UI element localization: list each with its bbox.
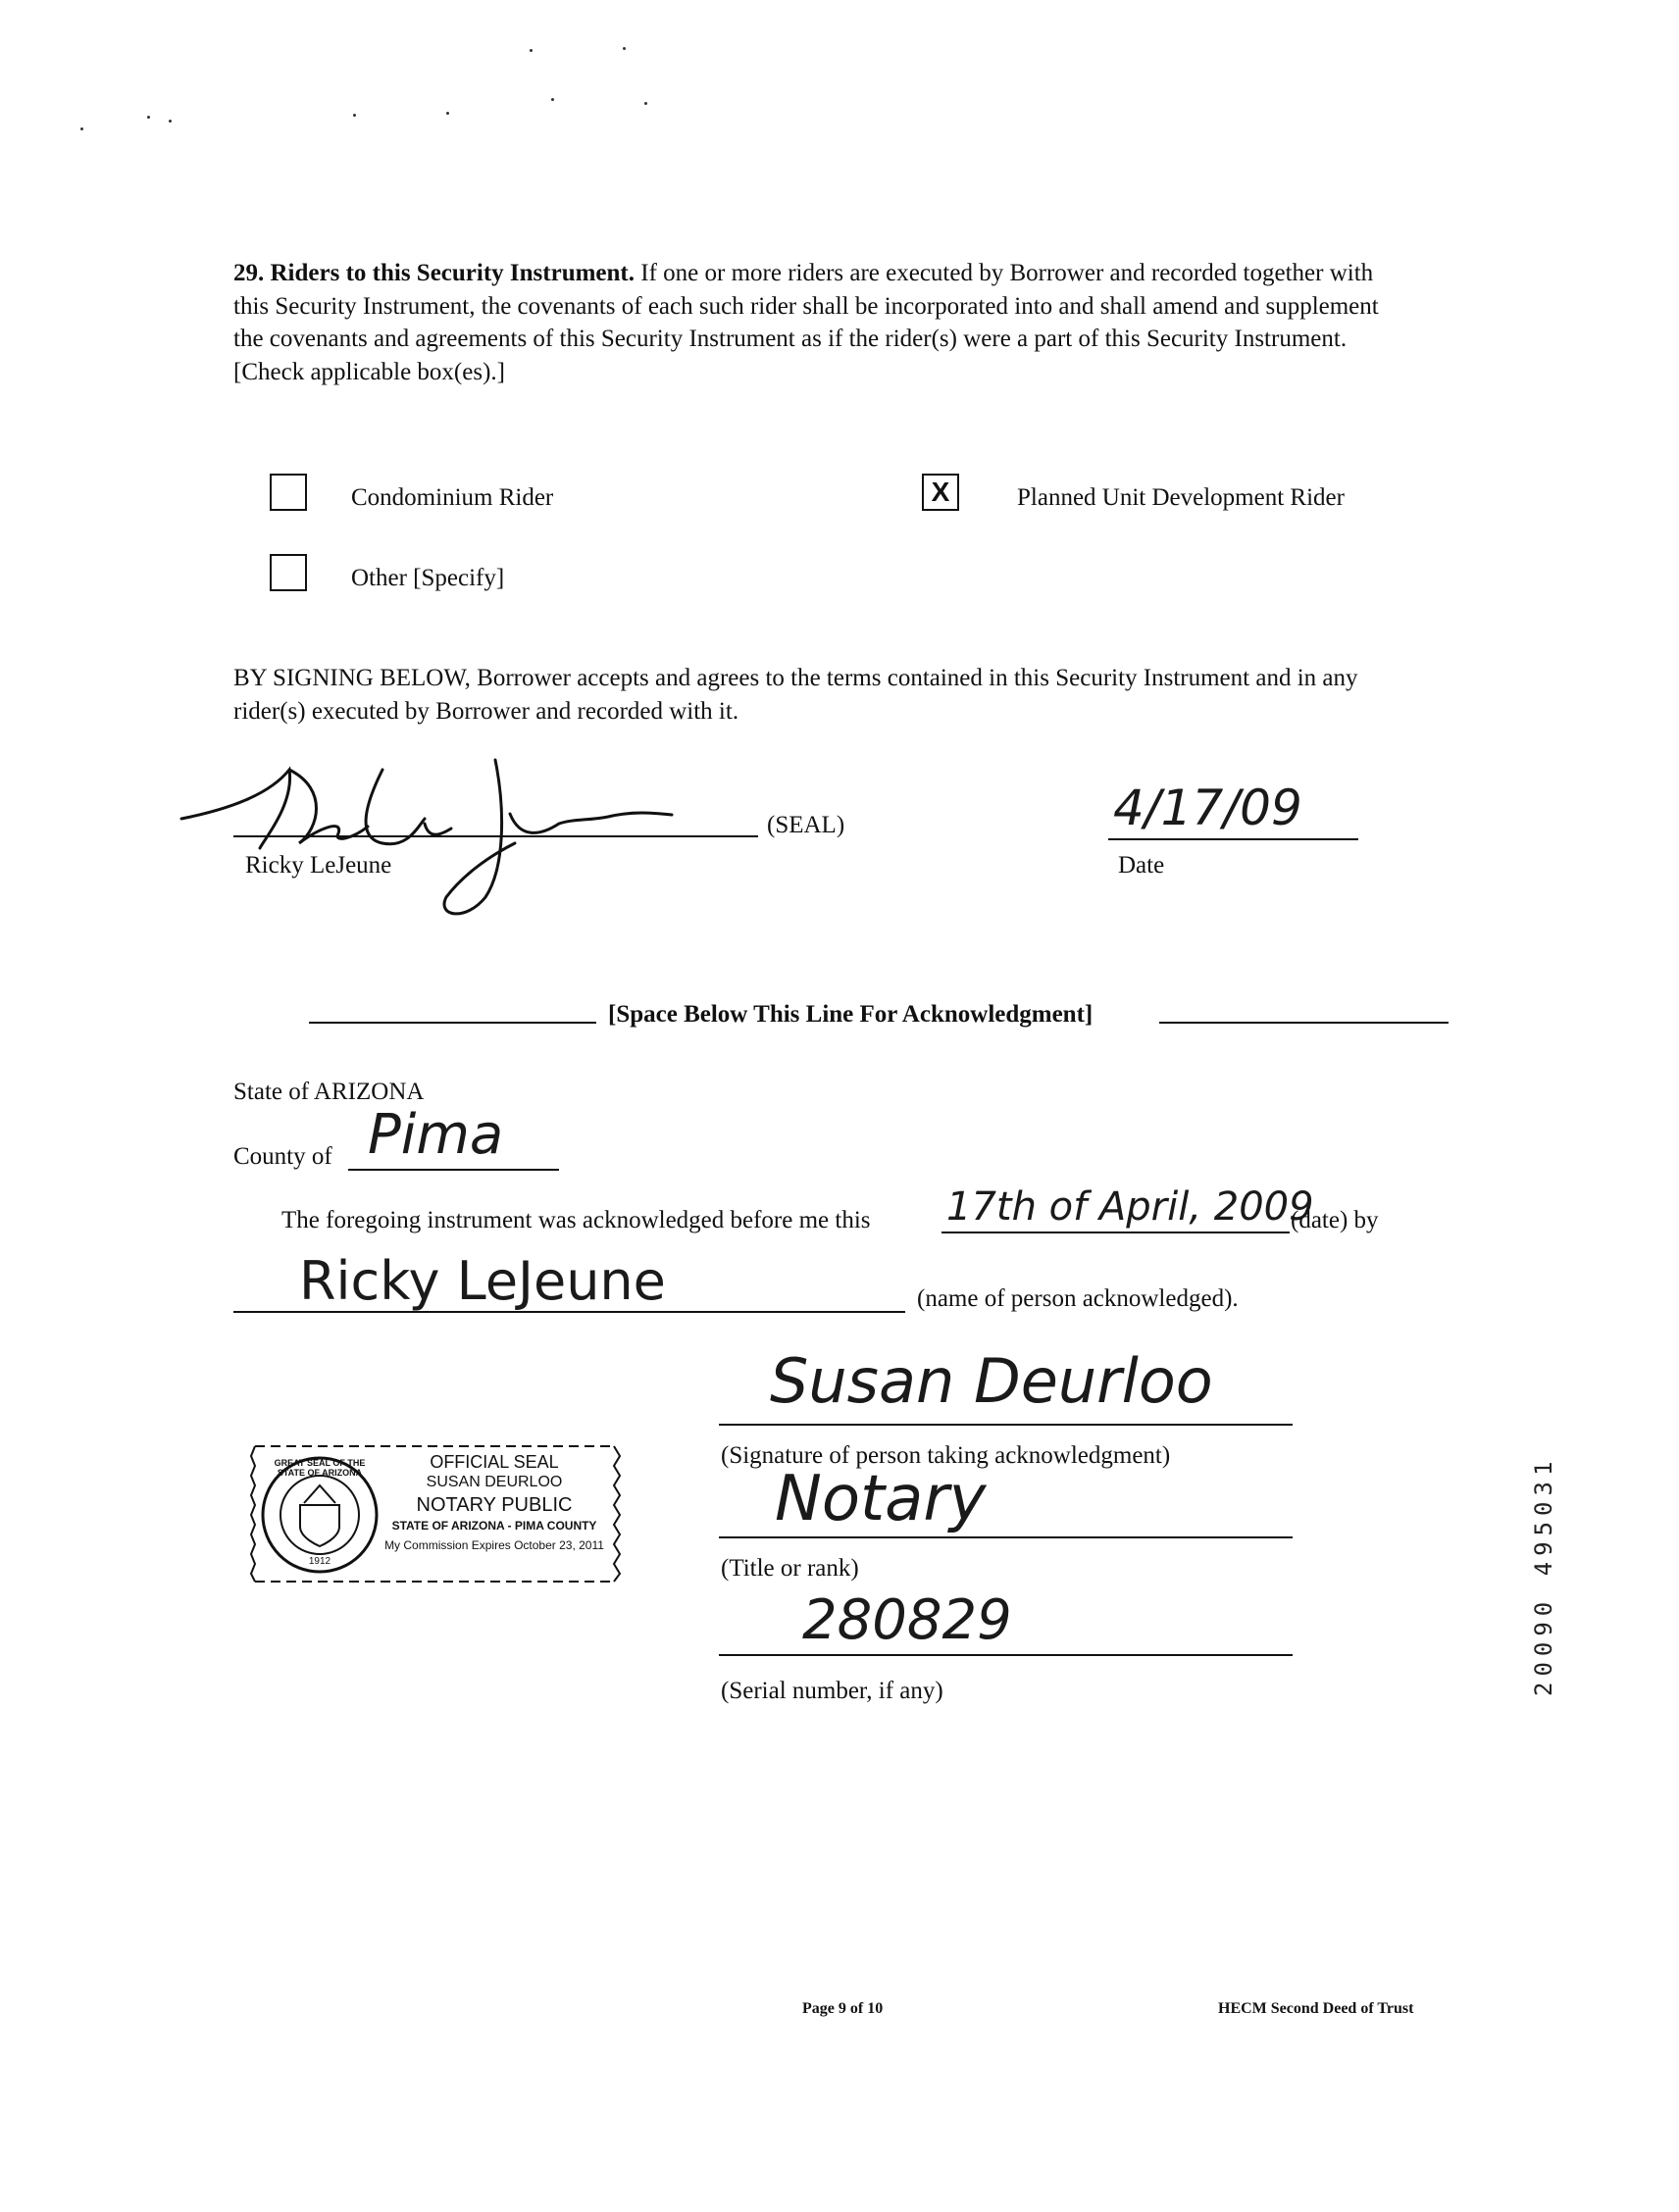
date-label: Date <box>1118 852 1165 879</box>
planned-unit-development-rider-checkbox[interactable]: X <box>922 474 959 511</box>
person-acknowledged-label: (name of person acknowledged). <box>917 1285 1239 1312</box>
title-handwritten: Notary <box>775 1463 987 1535</box>
person-acknowledged-handwritten: Ricky LeJeune <box>299 1250 666 1312</box>
notary-stamp <box>243 1436 626 1591</box>
county-handwritten: Pima <box>368 1103 504 1167</box>
notary-signature-line <box>719 1424 1293 1426</box>
condominium-rider-checkbox[interactable] <box>270 474 307 511</box>
section-29-heading: Riders to this Security Instrument. <box>270 260 636 286</box>
section-29-body: If one or more riders are executed by Borrower and recorded together with this Security Instrument, the covenants of each such rider shall be incorporated into and shall amend and supplement the covenants and agreements of this Security Instrument as if the rider(s) were a part of this Security Instrument. [Check applicable box(es).] <box>233 260 1379 385</box>
section-29-paragraph <box>233 257 1391 388</box>
county-line <box>348 1169 559 1171</box>
stamp-seal-text: GREAT SEAL OF THE STATE OF ARIZONA <box>274 1458 366 1478</box>
acknowledgment-date-handwritten: 17th of April, 2009 <box>946 1184 1314 1230</box>
acknowledgment-date-line <box>941 1232 1290 1233</box>
stamp-line-2: SUSAN DEURLOO <box>426 1474 563 1490</box>
condominium-rider-label: Condominium Rider <box>351 484 554 511</box>
stamp-line-1: OFFICIAL SEAL <box>430 1452 559 1472</box>
foregoing-text: The foregoing instrument was acknowledged before me this <box>281 1207 871 1233</box>
date-line <box>1108 838 1358 840</box>
footer-page-number: Page 9 of 10 <box>802 2000 884 2017</box>
signing-date-handwritten: 4/17/09 <box>1113 779 1302 836</box>
serial-line <box>719 1654 1293 1656</box>
signing-statement: BY SIGNING BELOW, Borrower accepts and agrees to the terms contained in this Security Instrument and in any rider(s) executed by Borrower and recorded with it. <box>233 665 1358 725</box>
acknowledgment-divider-label: [Space Below This Line For Acknowledgment] <box>608 1001 1094 1028</box>
notary-signature-handwritten: Susan Deurloo <box>770 1345 1213 1417</box>
signature-label: (Signature of person taking acknowledgment) <box>721 1442 1171 1469</box>
borrower-signature-line <box>233 835 758 837</box>
serial-label: (Serial number, if any) <box>721 1678 943 1704</box>
section-29-number: 29. <box>233 260 265 286</box>
divider-line-right <box>1159 1022 1449 1024</box>
serial-handwritten: 280829 <box>802 1588 1012 1652</box>
borrower-signature-strokes <box>172 750 760 927</box>
divider-line-left <box>309 1022 596 1024</box>
planned-unit-development-rider-label: Planned Unit Development Rider <box>1017 484 1345 511</box>
title-line <box>719 1536 1293 1538</box>
recording-number: 20090 495031 <box>1530 1455 1557 1696</box>
stamp-line-5: My Commission Expires October 23, 2011 <box>384 1538 604 1552</box>
person-acknowledged-line <box>233 1311 905 1313</box>
borrower-name: Ricky LeJeune <box>245 852 392 879</box>
stamp-line-4: STATE OF ARIZONA - PIMA COUNTY <box>391 1519 597 1533</box>
footer-document-title: HECM Second Deed of Trust <box>1218 2000 1414 2017</box>
seal-label: (SEAL) <box>767 812 845 838</box>
borrower-signature-image <box>172 750 760 927</box>
county-label: County of <box>233 1143 332 1170</box>
stamp-seal-year: 1912 <box>308 1556 331 1567</box>
other-rider-checkbox[interactable] <box>270 554 307 591</box>
stamp-line-3: NOTARY PUBLIC <box>416 1494 573 1516</box>
title-label: (Title or rank) <box>721 1555 859 1582</box>
state-line: State of ARIZONA <box>233 1079 425 1105</box>
date-suffix: (date) by <box>1291 1207 1379 1233</box>
other-rider-label: Other [Specify] <box>351 565 505 591</box>
